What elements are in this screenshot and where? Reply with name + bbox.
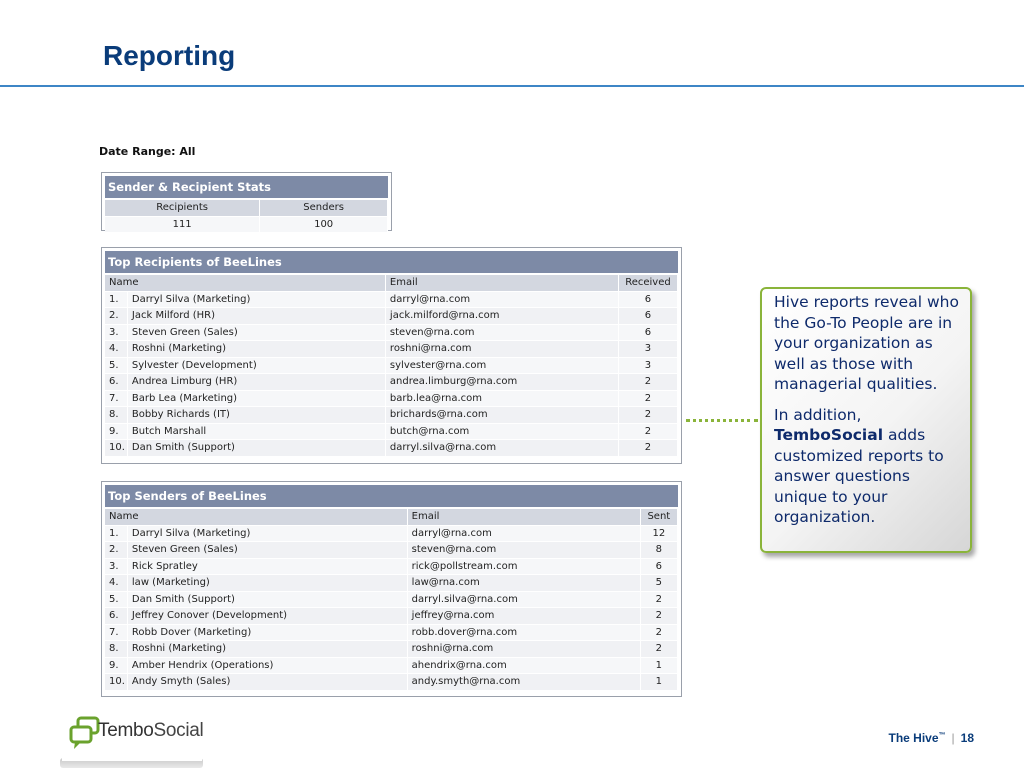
table-row <box>105 374 678 391</box>
stats-header-senders: Senders <box>260 199 388 216</box>
row-count: 2 <box>618 423 677 440</box>
recipients-caption: Top Recipients of BeeLines <box>105 251 678 274</box>
recipients-panel <box>101 247 682 464</box>
table-row <box>105 291 678 308</box>
row-number: 7. <box>105 624 127 641</box>
row-email: barb.lea@rna.com <box>385 390 618 407</box>
row-number: 9. <box>105 423 127 440</box>
row-name: Robb Dover (Marketing) <box>127 624 407 641</box>
table-row <box>105 525 678 542</box>
row-email: rick@pollstream.com <box>407 558 640 575</box>
row-email: law@rna.com <box>407 575 640 592</box>
row-number: 7. <box>105 390 127 407</box>
table-row <box>105 324 678 341</box>
row-number: 4. <box>105 575 127 592</box>
row-count: 8 <box>640 542 677 559</box>
recipients-header-email: Email <box>385 274 618 291</box>
row-count: 6 <box>618 308 677 325</box>
row-email: steven@rna.com <box>385 324 618 341</box>
footer-page-number: 18 <box>960 731 974 745</box>
row-number: 2. <box>105 542 127 559</box>
row-name: Amber Hendrix (Operations) <box>127 657 407 674</box>
date-range-label: Date Range: All <box>99 145 196 158</box>
row-email: jack.milford@rna.com <box>385 308 618 325</box>
senders-panel <box>101 481 682 697</box>
stats-caption: Sender & Recipient Stats <box>105 176 388 199</box>
row-number: 5. <box>105 591 127 608</box>
stats-header-recipients: Recipients <box>105 199 260 216</box>
row-email: butch@rna.com <box>385 423 618 440</box>
row-email: jeffrey@rna.com <box>407 608 640 625</box>
table-row <box>105 674 678 691</box>
callout-box <box>760 287 972 553</box>
row-count: 3 <box>618 357 677 374</box>
row-number: 10. <box>105 440 127 457</box>
row-name: Dan Smith (Support) <box>127 591 407 608</box>
recipients-header-name: Name <box>105 274 385 291</box>
stats-value-senders: 100 <box>260 216 388 233</box>
row-count: 2 <box>640 608 677 625</box>
row-email: andy.smyth@rna.com <box>407 674 640 691</box>
senders-header-name: Name <box>105 508 407 525</box>
table-row <box>105 624 678 641</box>
row-count: 1 <box>640 657 677 674</box>
row-name: Jack Milford (HR) <box>127 308 385 325</box>
table-row <box>105 407 678 424</box>
row-number: 10. <box>105 674 127 691</box>
table-row <box>105 608 678 625</box>
slide-title: Reporting <box>103 40 236 71</box>
logo-wordmark <box>98 720 203 742</box>
row-name: Andrea Limburg (HR) <box>127 374 385 391</box>
table-row <box>105 591 678 608</box>
callout-paragraph-1: Hive reports reveal who the Go-To People are in your organization as well as those with managerial qualities. <box>774 293 959 393</box>
row-name: Butch Marshall <box>127 423 385 440</box>
row-name: Bobby Richards (IT) <box>127 407 385 424</box>
row-count: 6 <box>618 324 677 341</box>
row-count: 5 <box>640 575 677 592</box>
stats-table <box>105 176 388 233</box>
footer-separator: | <box>951 731 955 745</box>
stats-value-recipients: 111 <box>105 216 260 233</box>
logo-text-bold: Tembo <box>98 720 154 741</box>
row-number: 9. <box>105 657 127 674</box>
row-number: 3. <box>105 558 127 575</box>
row-email: darryl@rna.com <box>407 525 640 542</box>
senders-header-email: Email <box>407 508 640 525</box>
row-name: Andy Smyth (Sales) <box>127 674 407 691</box>
row-number: 3. <box>105 324 127 341</box>
row-name: Rick Spratley <box>127 558 407 575</box>
callout-connector <box>686 419 758 422</box>
footer <box>889 731 975 745</box>
senders-table <box>105 485 678 691</box>
table-row <box>105 657 678 674</box>
row-count: 6 <box>618 291 677 308</box>
stats-panel <box>101 172 392 231</box>
table-row <box>105 641 678 658</box>
senders-caption: Top Senders of BeeLines <box>105 485 678 508</box>
row-name: Darryl Silva (Marketing) <box>127 525 407 542</box>
row-name: Dan Smith (Support) <box>127 440 385 457</box>
speech-bubbles-icon <box>68 716 102 752</box>
row-email: ahendrix@rna.com <box>407 657 640 674</box>
row-number: 5. <box>105 357 127 374</box>
row-name: law (Marketing) <box>127 575 407 592</box>
logo-text-light: Social <box>153 720 204 741</box>
row-count: 2 <box>640 591 677 608</box>
row-name: Sylvester (Development) <box>127 357 385 374</box>
row-count: 6 <box>640 558 677 575</box>
row-count: 2 <box>618 407 677 424</box>
row-email: roshni@rna.com <box>385 341 618 358</box>
row-email: darryl.silva@rna.com <box>385 440 618 457</box>
row-name: Roshni (Marketing) <box>127 341 385 358</box>
recipients-table <box>105 251 678 457</box>
callout-prefix: In addition, <box>774 405 862 424</box>
table-row <box>105 357 678 374</box>
row-email: brichards@rna.com <box>385 407 618 424</box>
row-name: Steven Green (Sales) <box>127 324 385 341</box>
row-count: 2 <box>640 624 677 641</box>
row-email: robb.dover@rna.com <box>407 624 640 641</box>
row-name: Roshni (Marketing) <box>127 641 407 658</box>
row-number: 6. <box>105 374 127 391</box>
row-email: steven@rna.com <box>407 542 640 559</box>
row-count: 1 <box>640 674 677 691</box>
callout-suffix: adds customized reports to answer questions unique to your organization. <box>774 426 944 526</box>
row-number: 8. <box>105 641 127 658</box>
row-count: 2 <box>618 374 677 391</box>
row-number: 1. <box>105 525 127 542</box>
footer-product: The Hive <box>888 731 939 745</box>
row-number: 2. <box>105 308 127 325</box>
row-number: 6. <box>105 608 127 625</box>
row-count: 2 <box>618 440 677 457</box>
row-name: Barb Lea (Marketing) <box>127 390 385 407</box>
row-email: roshni@rna.com <box>407 641 640 658</box>
row-number: 4. <box>105 341 127 358</box>
row-name: Steven Green (Sales) <box>127 542 407 559</box>
row-name: Jeffrey Conover (Development) <box>127 608 407 625</box>
row-count: 12 <box>640 525 677 542</box>
row-count: 2 <box>618 390 677 407</box>
table-row <box>105 575 678 592</box>
table-row <box>105 542 678 559</box>
tembosocial-logo <box>62 706 202 761</box>
row-count: 2 <box>640 641 677 658</box>
row-count: 3 <box>618 341 677 358</box>
row-number: 8. <box>105 407 127 424</box>
row-email: darryl@rna.com <box>385 291 618 308</box>
table-row <box>105 390 678 407</box>
table-row <box>105 308 678 325</box>
row-email: darryl.silva@rna.com <box>407 591 640 608</box>
row-number: 1. <box>105 291 127 308</box>
footer-trademark: ™ <box>938 732 946 739</box>
table-row <box>105 558 678 575</box>
callout-paragraph-2 <box>774 405 964 528</box>
table-row <box>105 423 678 440</box>
table-row <box>105 341 678 358</box>
row-email: andrea.limburg@rna.com <box>385 374 618 391</box>
title-divider <box>0 85 1024 87</box>
callout-brand: TemboSocial <box>774 426 884 444</box>
row-name: Darryl Silva (Marketing) <box>127 291 385 308</box>
row-email: sylvester@rna.com <box>385 357 618 374</box>
recipients-header-received: Received <box>618 274 677 291</box>
senders-header-sent: Sent <box>640 508 677 525</box>
table-row <box>105 440 678 457</box>
